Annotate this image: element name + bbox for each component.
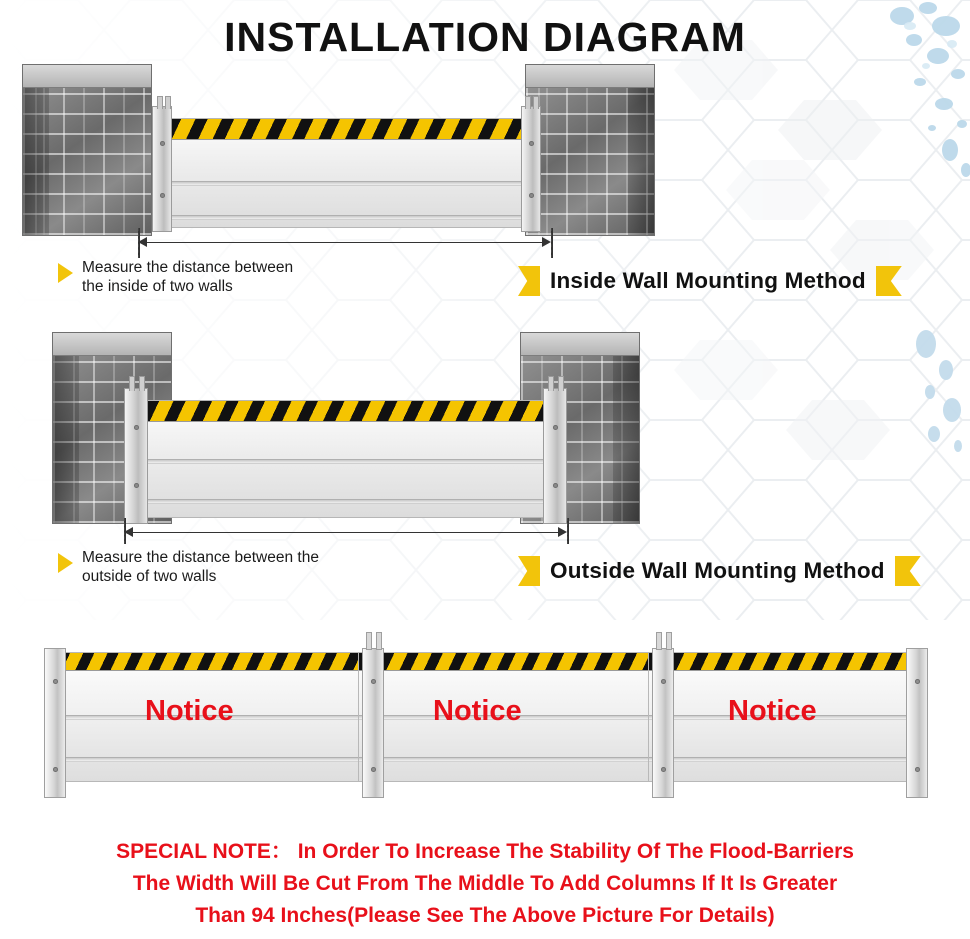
special-note-line-1: SPECIAL NOTE： In Order To Increase The Stability Of The Flood-Barriers [116, 840, 854, 863]
post-ear [376, 632, 382, 650]
banner-label: Outside Wall Mounting Method [550, 558, 885, 583]
bolt-icon [661, 767, 666, 772]
mounting-post-left [124, 388, 148, 524]
bolt-icon [661, 679, 666, 684]
wall-cap [521, 333, 639, 356]
bolt-icon [915, 679, 920, 684]
special-note-line-3: Than 94 Inches(Please See The Above Picture For Details) [195, 904, 775, 927]
hazard-stripe [169, 119, 525, 140]
caption-line-2: the inside of two walls [82, 278, 233, 295]
caption-text [82, 548, 319, 586]
measure-arrow-left-icon [124, 527, 133, 537]
panel-seam [359, 757, 657, 762]
flood-barrier-panel [168, 118, 526, 228]
caption-line-1: Measure the distance between the [82, 549, 319, 566]
mounting-post-left [152, 106, 172, 232]
bolt-icon [553, 483, 558, 488]
notice-label-2: Notice [433, 695, 522, 727]
bolt-icon [160, 141, 165, 146]
notice-label-3: Notice [728, 695, 817, 727]
banner-outside-wall [518, 556, 921, 586]
measure-line [128, 532, 563, 533]
bolt-icon [160, 193, 165, 198]
bolt-icon [553, 425, 558, 430]
measure-arrow-right-icon [558, 527, 567, 537]
chevron-right-icon [58, 263, 73, 283]
long-flood-barrier [40, 640, 930, 805]
banner-inside-wall [518, 266, 902, 296]
post-ear [656, 632, 662, 650]
caption-inside-wall [58, 258, 438, 296]
panel-seam [59, 757, 367, 762]
brick-wall-left [22, 64, 152, 236]
banner-left-chevron [518, 266, 540, 296]
post-ear-left [139, 376, 145, 391]
banner-right-chevron [895, 556, 921, 586]
banner-right-chevron [876, 266, 902, 296]
hazard-stripe [649, 653, 919, 671]
panel-seam [147, 459, 545, 464]
panel-seam [147, 499, 545, 504]
measure-tick-right [551, 228, 553, 258]
panel-seam [169, 215, 525, 220]
measure-line [142, 242, 547, 243]
bolt-icon [529, 141, 534, 146]
bolt-icon [134, 425, 139, 430]
post-ear-left [129, 376, 135, 391]
mounting-post-right [521, 106, 541, 232]
caption-text [82, 258, 293, 296]
banner-label: Inside Wall Mounting Method [550, 268, 866, 293]
mounting-post-right [543, 388, 567, 524]
page-title: INSTALLATION DIAGRAM [224, 14, 746, 60]
post-ear-left [157, 96, 163, 109]
measure-arrow-left-icon [138, 237, 147, 247]
post-ear-right [525, 96, 531, 109]
special-note-line-2: The Width Will Be Cut From The Middle To Add Columns If It Is Greater [132, 872, 838, 895]
caption-line-2: outside of two walls [82, 568, 217, 585]
wall-side-face [613, 333, 639, 523]
wall-side-face [23, 65, 49, 235]
bolt-icon [53, 679, 58, 684]
post-ear [366, 632, 372, 650]
bolt-icon [53, 767, 58, 772]
post-ear-left [165, 96, 171, 109]
chevron-right-icon [58, 553, 73, 573]
wall-cap [526, 65, 654, 88]
wall-cap [53, 333, 171, 356]
bolt-icon [915, 767, 920, 772]
measure-tick-right [567, 518, 569, 544]
bolt-icon [134, 483, 139, 488]
caption-outside-wall [58, 548, 478, 586]
barrier-post-end-right [906, 648, 928, 798]
bolt-icon [371, 679, 376, 684]
caption-line-1: Measure the distance between [82, 259, 294, 276]
post-ear-right [533, 96, 539, 109]
measure-arrow-right-icon [542, 237, 551, 247]
flood-barrier-panel [146, 400, 546, 518]
barrier-post-end-left [44, 648, 66, 798]
hazard-stripe [359, 653, 657, 671]
bolt-icon [529, 193, 534, 198]
banner-left-chevron [518, 556, 540, 586]
panel-seam [169, 181, 525, 186]
brick-wall-right [525, 64, 655, 236]
post-ear-right [548, 376, 554, 391]
hazard-stripe [59, 653, 367, 671]
notice-label-1: Notice [145, 695, 234, 727]
special-note [0, 836, 970, 932]
wall-cap [23, 65, 151, 88]
wall-side-face [53, 333, 79, 523]
barrier-post-middle-2 [652, 648, 674, 798]
post-ear-right [558, 376, 564, 391]
post-ear [666, 632, 672, 650]
bolt-icon [371, 767, 376, 772]
panel-seam [649, 757, 919, 762]
hazard-stripe [147, 401, 545, 422]
barrier-post-middle-1 [362, 648, 384, 798]
wall-side-face [628, 65, 654, 235]
